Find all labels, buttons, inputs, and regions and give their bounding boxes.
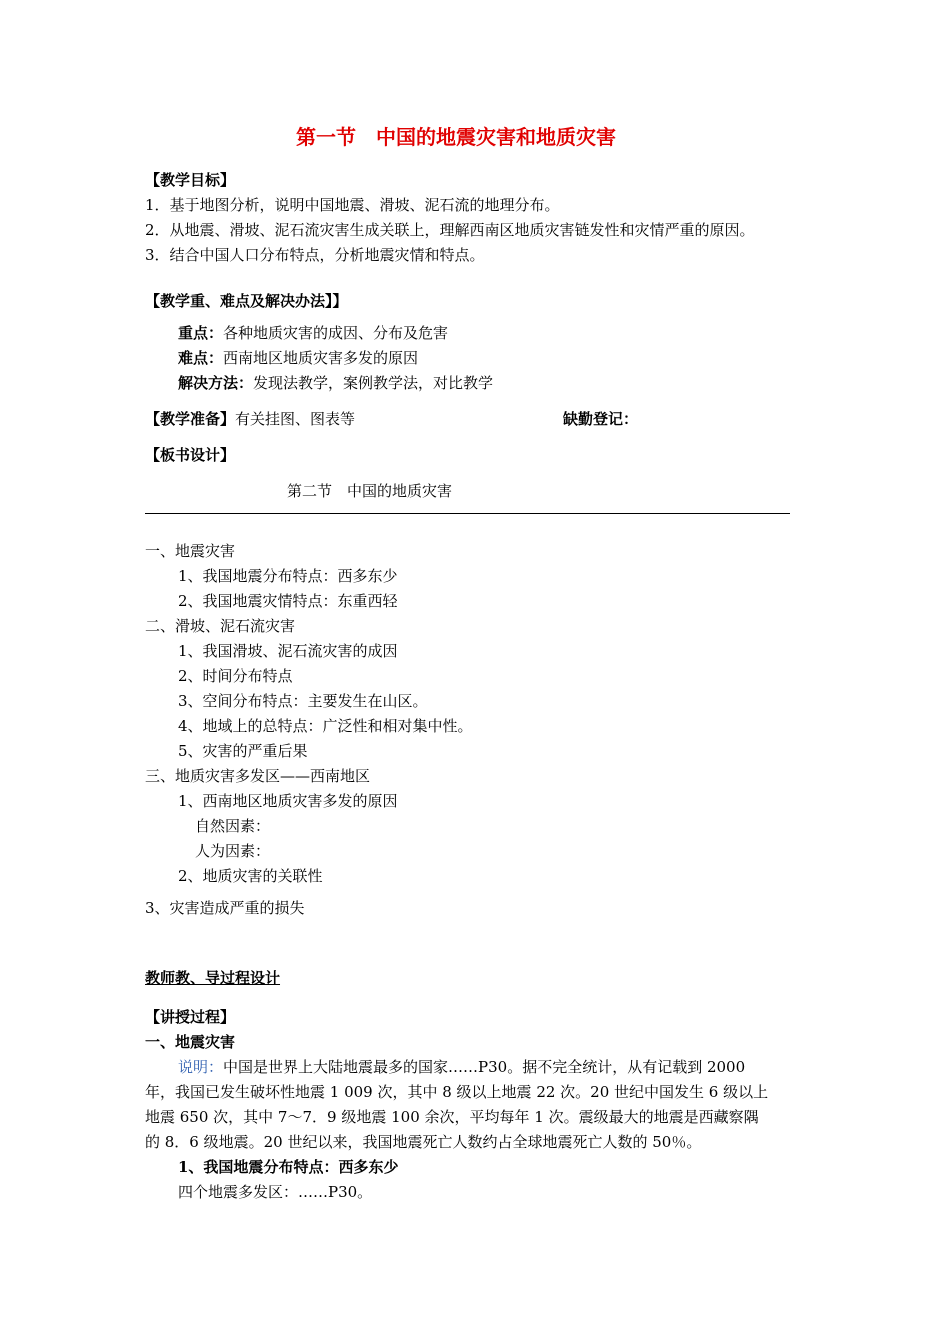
preparation-text: 有关挂图、图表等 bbox=[235, 410, 356, 428]
paragraph-line: 地震 650 次，其中 7～7．9 级地震 100 余次，平均每年 1 次。震级最大的地震是西藏察隅 bbox=[145, 1108, 759, 1126]
difficult-text: 西南地区地质灾害多发的原因 bbox=[223, 349, 419, 367]
absence-label: 缺勤登记： bbox=[563, 410, 639, 428]
board-header: 【板书设计】 bbox=[145, 446, 236, 464]
board-line: 1、我国地震分布特点：西多东少 bbox=[178, 567, 398, 585]
board-line: 一、地震灾害 bbox=[145, 542, 236, 560]
important-point bbox=[178, 323, 448, 343]
method-label: 解决方法： bbox=[178, 374, 254, 392]
board-divider bbox=[145, 513, 790, 514]
method-text: 发现法教学，案例教学法，对比教学 bbox=[253, 374, 494, 392]
paragraph-line: 的 8．6 级地震。20 世纪以来，我国地震死亡人数约占全球地震死亡人数的 50％。 bbox=[145, 1133, 702, 1151]
difficult-point bbox=[178, 348, 418, 368]
objective-item: 2．从地震、滑坡、泥石流灾害生成关联上，理解西南区地质灾害链发性和灾情严重的原因。 bbox=[145, 221, 755, 239]
board-line: 二、滑坡、泥石流灾害 bbox=[145, 617, 296, 635]
important-text: 各种地质灾害的成因、分布及危害 bbox=[223, 324, 449, 342]
objective-item: 3．结合中国人口分布特点，分析地震灾情和特点。 bbox=[145, 246, 485, 264]
lecture-header: 【讲授过程】 bbox=[145, 1008, 236, 1026]
note-label: 说明： bbox=[178, 1058, 224, 1076]
board-line: 4、地域上的总特点：广泛性和相对集中性。 bbox=[178, 717, 473, 735]
page-title: 第一节 中国的地震灾害和地质灾害 bbox=[296, 125, 616, 149]
subheading: 1、我国地震分布特点：西多东少 bbox=[178, 1158, 399, 1176]
section-heading: 一、地震灾害 bbox=[145, 1033, 236, 1051]
process-header: 教师教、导过程设计 bbox=[145, 969, 281, 987]
board-line: 2、时间分布特点 bbox=[178, 667, 293, 685]
board-line: 5、灾害的严重后果 bbox=[178, 742, 308, 760]
paragraph-line: 四个地震多发区：……P30。 bbox=[178, 1183, 373, 1201]
paragraph-line bbox=[178, 1057, 745, 1077]
board-line: 3、灾害造成严重的损失 bbox=[145, 899, 305, 917]
board-subtitle: 第二节 中国的地质灾害 bbox=[287, 482, 453, 500]
preparation-line bbox=[145, 409, 355, 429]
board-line: 人为因素： bbox=[195, 842, 271, 860]
important-label: 重点： bbox=[178, 324, 224, 342]
board-line: 1、西南地区地质灾害多发的原因 bbox=[178, 792, 398, 810]
board-line: 3、空间分布特点：主要发生在山区。 bbox=[178, 692, 428, 710]
paragraph-text: 中国是世界上大陆地震最多的国家……P30。据不完全统计，从有记载到 2000 bbox=[223, 1058, 746, 1076]
objectives-header: 【教学目标】 bbox=[145, 171, 236, 189]
objective-item: 1．基于地图分析，说明中国地震、滑坡、泥石流的地理分布。 bbox=[145, 196, 560, 214]
board-line: 2、地质灾害的关联性 bbox=[178, 867, 323, 885]
board-line: 自然因素： bbox=[195, 817, 271, 835]
board-line: 2、我国地震灾情特点：东重西轻 bbox=[178, 592, 398, 610]
board-line: 1、我国滑坡、泥石流灾害的成因 bbox=[178, 642, 398, 660]
paragraph-line: 年，我国已发生破坏性地震 1 009 次，其中 8 级以上地震 22 次。20 世纪中国发生 6 级以上 bbox=[145, 1083, 769, 1101]
key-points-header: 【教学重、难点及解决办法】】 bbox=[145, 292, 348, 310]
method-point bbox=[178, 373, 493, 393]
difficult-label: 难点： bbox=[178, 349, 224, 367]
preparation-label: 【教学准备】 bbox=[145, 410, 236, 428]
board-line: 三、地质灾害多发区——西南地区 bbox=[145, 767, 371, 785]
